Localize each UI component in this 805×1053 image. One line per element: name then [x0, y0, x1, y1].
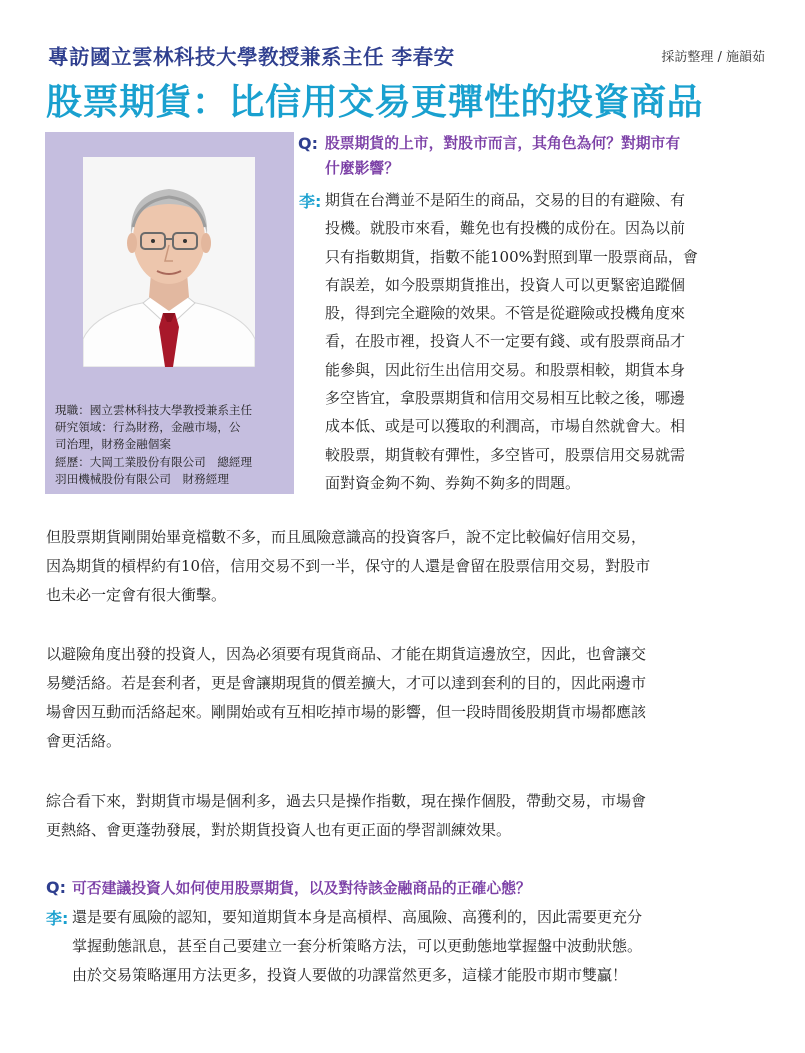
answer-line: 看，在股市裡，投資人不一定要有錢、或有股票商品才 [325, 332, 686, 351]
paragraph-line: 因為期貨的槓桿約有10倍，信用交易不到一半，保守的人還是會留在股票信用交易，對股市 [46, 557, 651, 575]
paragraph-line: 也未必一定會有很大衝擊。 [46, 586, 227, 604]
question-line: 什麼影響？ [325, 160, 399, 177]
paragraph-3 [46, 787, 766, 845]
paragraph-line: 場會因互動而活絡起來。剛開始或有互相吃掉市場的影響，但一段時間後股期貨市場都應該 [46, 703, 647, 721]
answer-marker: 李: [299, 192, 322, 211]
paragraph-line: 更熱絡、會更蓬勃發展，對於期貨投資人也有更正面的學習訓練效果。 [46, 821, 512, 839]
profile-box [45, 132, 294, 494]
answer-line: 還是要有風險的認知，要知道期貨本身是高槓桿、高風險、高獲利的，因此需要更充分 [72, 908, 643, 926]
answer-line: 期貨在台灣並不是陌生的商品，交易的目的有避險、有 [325, 191, 686, 209]
article-headline: 股票期貨：比信用交易更彈性的投資商品 [46, 82, 704, 123]
author-credit: 採訪整理 / 施韻茹 [661, 50, 765, 65]
paragraph-line: 但股票期貨剛開始畢竟檔數不多，而且風險意識高的投資客戶，說不定比較偏好信用交易， [46, 528, 647, 546]
question-marker: Q: [46, 878, 66, 897]
paragraph-line: 以避險角度出發的投資人，因為必須要有現貨商品、才能在期貨這邊放空，因此，也會讓交 [46, 645, 647, 663]
answer-line: 較股票，期貨較有彈性，多空皆可，股票信用交易就需 [325, 445, 686, 464]
portrait-photo [83, 157, 255, 367]
question-marker: Q: [298, 134, 318, 153]
profile-bio [55, 402, 291, 488]
paragraph-2 [46, 640, 766, 756]
answer-line: 由於交易策略運用方法更多，投資人要做的功課當然更多，這樣才能股市期市雙贏！ [72, 966, 628, 984]
answer-line: 只有指數期貨，指數不能100%對照到單一股票商品，會 [325, 247, 698, 266]
answer-line: 投機。就股市來看，難免也有投機的成份在。因為以前 [325, 219, 686, 238]
bio-line: 經歷：大岡工業股份有限公司 總經理 [55, 454, 253, 469]
paragraph-line: 綜合看下來，對期貨市場是個利多，過去只是操作指數，現在操作個股，帶動交易，市場會 [46, 792, 647, 810]
answer-2 [72, 903, 772, 990]
answer-line: 掌握動態訊息，甚至自己要建立一套分析策略方法，可以更動態地掌握盤中波動狀態。 [72, 937, 643, 955]
answer-1 [325, 186, 765, 497]
paragraph-line: 會更活絡。 [46, 732, 122, 750]
question-2: 可否建議投資人如何使用股票期貨，以及對待該金融商品的正確心態？ [72, 880, 531, 897]
answer-line: 有誤差，如今股票期貨推出，投資人可以更緊密追蹤個 [325, 275, 686, 294]
bio-line: 羽田機械股份有限公司 財務經理 [55, 471, 229, 486]
question-1 [325, 131, 765, 181]
answer-line: 股，得到完全避險的效果。不管是從避險或投機角度來 [325, 304, 686, 323]
paragraph-1 [46, 523, 766, 610]
bio-line: 現職：國立雲林科技大學教授兼系主任 [55, 403, 253, 417]
portrait-illustration [83, 157, 255, 367]
bio-line: 研究領域：行為財務，金融市場，公 [55, 420, 241, 435]
answer-line: 面對資金夠不夠、券夠不夠多的問題。 [325, 473, 581, 492]
answer-marker: 李: [46, 909, 69, 928]
article-kicker: 專訪國立雲林科技大學教授兼系主任 李春安 [48, 45, 455, 69]
question-line: 股票期貨的上市，對股市而言，其角色為何？對期市有 [325, 135, 681, 152]
bio-line: 司治理，財務金融個案 [55, 437, 171, 452]
answer-line: 能參與，因此衍生出信用交易。和股票相較，期貨本身 [325, 360, 686, 379]
answer-line: 成本低、或是可以獲取的利潤高，市場自然就會大。相 [325, 417, 686, 436]
answer-line: 多空皆宜，拿股票期貨和信用交易相互比較之後，哪邊 [325, 389, 686, 408]
paragraph-line: 易變活絡。若是套利者，更是會讓期現貨的價差擴大，才可以達到套利的目的，因此兩邊市 [46, 674, 647, 692]
